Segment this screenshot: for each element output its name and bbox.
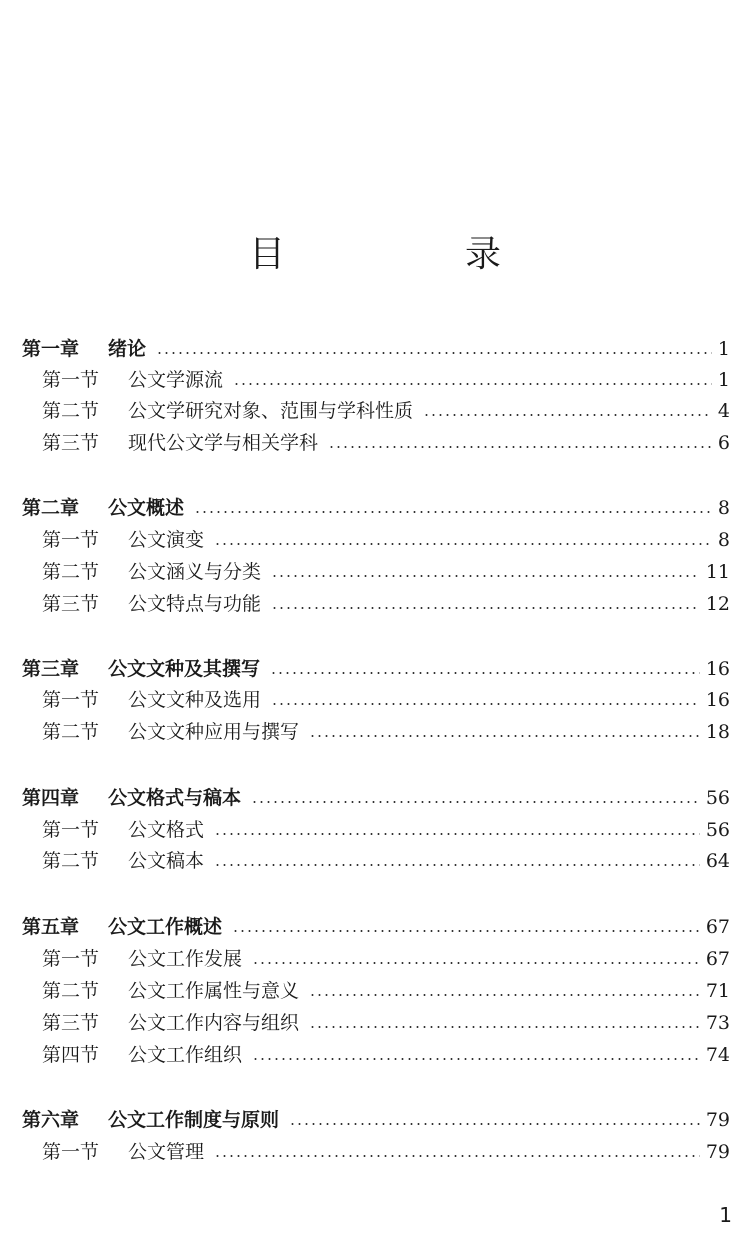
- section-number: 第三节: [42, 593, 100, 615]
- toc-chapter-3[interactable]: [22, 654, 730, 684]
- toc-section[interactable]: [42, 1137, 730, 1167]
- chapter-number: 第五章: [22, 916, 80, 938]
- chapter-title: 绪论: [108, 338, 147, 360]
- section-title: 公文特点与功能: [128, 593, 262, 615]
- page-number: 56: [705, 787, 730, 809]
- dot-leader: [309, 735, 700, 737]
- toc-section[interactable]: [42, 1040, 730, 1070]
- toc-section[interactable]: [42, 589, 730, 619]
- page-number: 1: [717, 338, 730, 360]
- section-title: 公文学源流: [128, 369, 224, 391]
- toc-section[interactable]: [42, 428, 730, 458]
- toc-section[interactable]: [42, 944, 730, 974]
- section-number: 第二节: [42, 721, 100, 743]
- toc-chapter-1[interactable]: [22, 334, 730, 364]
- section-number: 第一节: [42, 819, 100, 841]
- dot-leader: [156, 352, 712, 354]
- toc-section[interactable]: [42, 396, 730, 426]
- section-number: 第四节: [42, 1044, 100, 1066]
- dot-leader: [252, 962, 700, 964]
- section-title: 公文工作属性与意义: [128, 980, 300, 1002]
- page-number: 56: [705, 819, 730, 841]
- section-title: 公文格式: [128, 819, 205, 841]
- dot-leader: [233, 383, 712, 385]
- dot-leader: [271, 703, 700, 705]
- page-number: 73: [705, 1012, 730, 1034]
- dot-leader: [309, 994, 700, 996]
- toc-chapter-2[interactable]: [22, 493, 730, 523]
- toc-section[interactable]: [42, 1008, 730, 1038]
- chapter-title: 公文格式与稿本: [108, 787, 242, 809]
- page-number: 6: [717, 432, 730, 454]
- toc-section[interactable]: [42, 685, 730, 715]
- dot-leader: [214, 1155, 700, 1157]
- section-number: 第二节: [42, 980, 100, 1002]
- page-number: 4: [717, 400, 730, 422]
- page-number: 1: [717, 369, 730, 391]
- toc-section[interactable]: [42, 365, 730, 395]
- section-number: 第一节: [42, 369, 100, 391]
- folio-page-number: 1: [719, 1203, 732, 1227]
- chapter-title: 公文工作概述: [108, 916, 223, 938]
- chapter-number: 第一章: [22, 338, 80, 360]
- page-number: 79: [705, 1109, 730, 1131]
- dot-leader: [232, 930, 700, 932]
- toc-section[interactable]: [42, 846, 730, 876]
- chapter-number: 第六章: [22, 1109, 80, 1131]
- section-title: 公文工作内容与组织: [128, 1012, 300, 1034]
- dot-leader: [309, 1026, 700, 1028]
- section-title: 公文学研究对象、范围与学科性质: [128, 400, 414, 422]
- section-title: 公文稿本: [128, 850, 205, 872]
- section-number: 第一节: [42, 529, 100, 551]
- dot-leader: [214, 833, 700, 835]
- section-title: 公文管理: [128, 1141, 205, 1163]
- dot-leader: [271, 607, 700, 609]
- section-title: 公文文种及选用: [128, 689, 262, 711]
- dot-leader: [214, 864, 700, 866]
- page-number: 8: [717, 497, 730, 519]
- dot-leader: [271, 575, 700, 577]
- chapter-title: 公文文种及其撰写: [108, 658, 261, 680]
- chapter-number: 第二章: [22, 497, 80, 519]
- toc-chapter-4[interactable]: [22, 783, 730, 813]
- section-number: 第二节: [42, 561, 100, 583]
- section-number: 第二节: [42, 850, 100, 872]
- page-number: 16: [705, 658, 730, 680]
- dot-leader: [252, 1058, 700, 1060]
- section-number: 第一节: [42, 689, 100, 711]
- toc-section[interactable]: [42, 815, 730, 845]
- toc-chapter-6[interactable]: [22, 1105, 730, 1135]
- section-title: 现代公文学与相关学科: [128, 432, 319, 454]
- page-title: 目 录: [248, 234, 573, 275]
- toc-section[interactable]: [42, 717, 730, 747]
- section-title: 公文文种应用与撰写: [128, 721, 300, 743]
- section-number: 第一节: [42, 948, 100, 970]
- dot-leader: [270, 672, 700, 674]
- dot-leader: [423, 414, 712, 416]
- chapter-title: 公文工作制度与原则: [108, 1109, 280, 1131]
- section-title: 公文演变: [128, 529, 205, 551]
- page-number: 12: [705, 593, 730, 615]
- toc-section[interactable]: [42, 525, 730, 555]
- dot-leader: [328, 446, 712, 448]
- section-number: 第一节: [42, 1141, 100, 1163]
- section-number: 第三节: [42, 1012, 100, 1034]
- section-number: 第三节: [42, 432, 100, 454]
- chapter-number: 第四章: [22, 787, 80, 809]
- page-number: 16: [705, 689, 730, 711]
- page-number: 8: [717, 529, 730, 551]
- toc-chapter-5[interactable]: [22, 912, 730, 942]
- page-number: 67: [705, 948, 730, 970]
- section-number: 第二节: [42, 400, 100, 422]
- page-number: 71: [705, 980, 730, 1002]
- page-number: 74: [705, 1044, 730, 1066]
- toc-section[interactable]: [42, 976, 730, 1006]
- toc-section[interactable]: [42, 557, 730, 587]
- page-number: 64: [705, 850, 730, 872]
- page-number: 67: [705, 916, 730, 938]
- section-title: 公文涵义与分类: [128, 561, 262, 583]
- dot-leader: [214, 543, 712, 545]
- dot-leader: [289, 1123, 700, 1125]
- dot-leader: [251, 801, 700, 803]
- page-number: 18: [705, 721, 730, 743]
- chapter-title: 公文概述: [108, 497, 185, 519]
- page-number: 79: [705, 1141, 730, 1163]
- chapter-number: 第三章: [22, 658, 80, 680]
- section-title: 公文工作发展: [128, 948, 243, 970]
- section-title: 公文工作组织: [128, 1044, 243, 1066]
- dot-leader: [194, 511, 712, 513]
- page-number: 11: [705, 561, 730, 583]
